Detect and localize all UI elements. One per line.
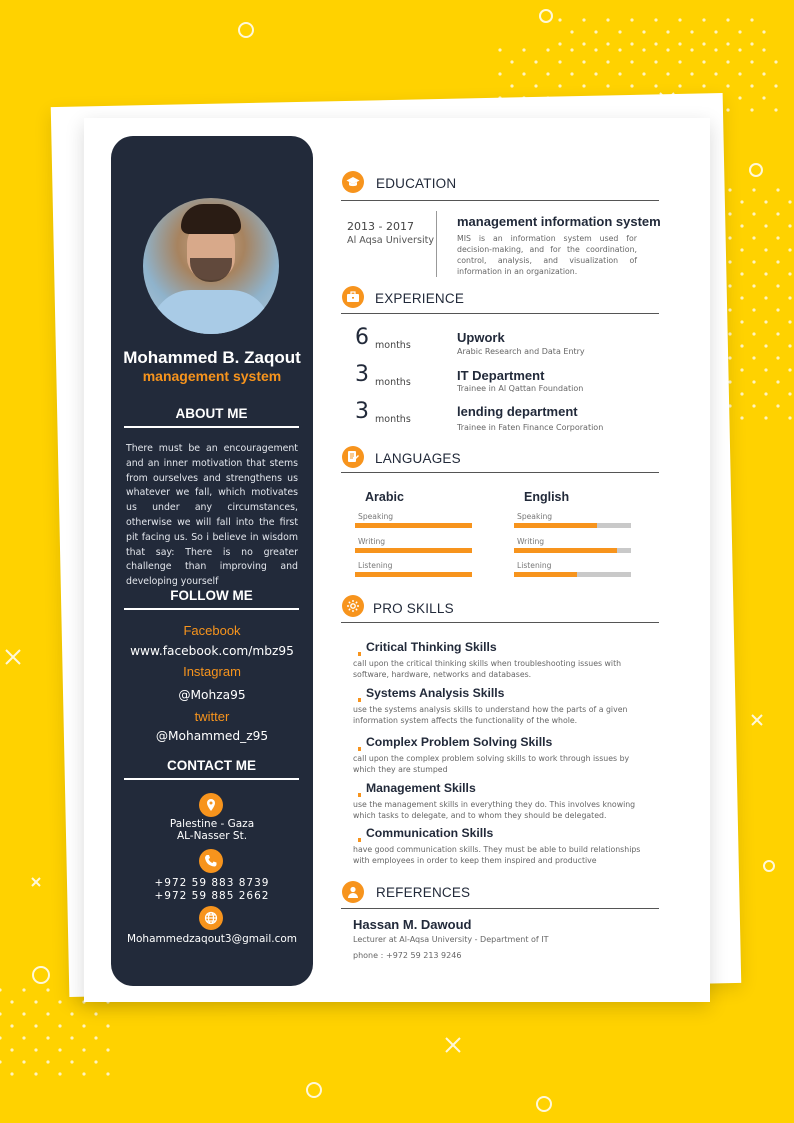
instagram-link[interactable]: @Mohza95 bbox=[178, 688, 246, 702]
language-skill-label: Writing bbox=[517, 537, 545, 546]
reference-phone-label: phone : bbox=[353, 951, 384, 960]
facebook-label: Facebook bbox=[183, 623, 241, 638]
skills-rule bbox=[341, 622, 659, 623]
language-skill-label: Speaking bbox=[358, 512, 394, 521]
skill-bullet bbox=[358, 838, 361, 842]
graduation-cap-icon bbox=[342, 171, 364, 193]
reference-position: Lecturer at Al-Aqsa University - Department of IT bbox=[353, 935, 549, 944]
skill-bullet bbox=[358, 793, 361, 797]
skills-heading: PRO SKILLS bbox=[373, 601, 454, 616]
skill-name: Complex Problem Solving Skills bbox=[366, 735, 553, 749]
skill-name: Critical Thinking Skills bbox=[366, 640, 497, 654]
skill-bullet bbox=[358, 652, 361, 656]
skill-name: Communication Skills bbox=[366, 826, 494, 840]
language-skill-label: Listening bbox=[358, 561, 393, 570]
briefcase-icon bbox=[342, 286, 364, 308]
language-skill-bar-fill bbox=[355, 572, 472, 577]
experience-duration-number: 3 bbox=[355, 399, 369, 424]
twitter-label: twitter bbox=[194, 709, 230, 724]
person-icon bbox=[342, 881, 364, 903]
about-heading: ABOUT ME bbox=[124, 406, 299, 428]
reference-name: Hassan M. Dawoud bbox=[353, 917, 472, 932]
experience-duration-number: 6 bbox=[355, 325, 369, 350]
languages-heading: LANGUAGES bbox=[375, 451, 461, 466]
skill-description: call upon the complex problem solving skills to work through issues by which they are stumped bbox=[353, 754, 630, 775]
experience-duration-unit: months bbox=[375, 377, 411, 388]
references-heading: REFERENCES bbox=[376, 885, 471, 900]
experience-duration-unit: months bbox=[375, 414, 411, 425]
education-years: 2013 - 2017 bbox=[347, 220, 414, 233]
twitter-link[interactable]: @Mohammed_z95 bbox=[155, 729, 269, 743]
education-degree: management information system bbox=[457, 214, 661, 229]
experience-desc: Trainee in Faten Finance Corporation bbox=[457, 423, 604, 432]
reference-phone[interactable]: +972 59 213 9246 bbox=[386, 951, 462, 960]
skill-name: Systems Analysis Skills bbox=[366, 686, 505, 700]
experience-org: lending department bbox=[457, 404, 578, 419]
languages-rule bbox=[341, 472, 659, 473]
skill-description: use the systems analysis skills to understand how the parts of a given information system affects the functionality of the whole. bbox=[353, 705, 628, 726]
email-link[interactable]: Mohammedzaqout3@gmail.com bbox=[126, 933, 298, 945]
sidebar bbox=[111, 136, 313, 986]
references-rule bbox=[341, 908, 659, 909]
language-skill-bar bbox=[514, 572, 631, 577]
language-skill-bar-fill bbox=[355, 523, 472, 528]
skill-name: Management Skills bbox=[366, 781, 476, 795]
language-skill-label: Writing bbox=[358, 537, 386, 546]
skill-description: have good communication skills. They must be able to build relationships with employees in order to keep them inspired and productive bbox=[353, 845, 641, 866]
education-rule bbox=[341, 200, 659, 201]
profile-photo bbox=[143, 198, 279, 334]
location-icon bbox=[199, 793, 223, 817]
phone-2[interactable]: +972 59 885 2662 bbox=[154, 890, 270, 902]
language-skill-bar-fill bbox=[355, 548, 472, 553]
experience-rule bbox=[341, 313, 659, 314]
language-skill-bar bbox=[355, 523, 472, 528]
address-line1: Palestine - Gaza bbox=[169, 818, 255, 830]
profile-name: Mohammed B. Zaqout bbox=[123, 348, 301, 367]
experience-desc: Arabic Research and Data Entry bbox=[457, 347, 585, 356]
experience-desc: Trainee in Al Qattan Foundation bbox=[457, 384, 584, 393]
address-line2: AL-Nasser St. bbox=[176, 830, 248, 842]
language-skill-bar-fill bbox=[514, 523, 597, 528]
skill-bullet bbox=[358, 747, 361, 751]
skill-description: call upon the critical thinking skills when troubleshooting issues with software, hardware, networks and databases. bbox=[353, 659, 622, 680]
language-skill-label: Speaking bbox=[517, 512, 553, 521]
language-skill-bar bbox=[355, 548, 472, 553]
education-school: Al Aqsa University bbox=[347, 235, 435, 246]
phone-icon bbox=[199, 849, 223, 873]
skill-bullet bbox=[358, 698, 361, 702]
education-heading: EDUCATION bbox=[376, 176, 457, 191]
language-skill-bar bbox=[514, 523, 631, 528]
education-divider bbox=[436, 211, 437, 277]
language-skill-bar bbox=[355, 572, 472, 577]
phone-1[interactable]: +972 59 883 8739 bbox=[154, 877, 270, 889]
facebook-link[interactable]: www.facebook.com/mbz95 bbox=[130, 644, 294, 658]
instagram-label: Instagram bbox=[183, 664, 241, 679]
document-pen-icon bbox=[342, 446, 364, 468]
contact-heading: CONTACT ME bbox=[124, 758, 299, 780]
skill-description: use the management skills in everything they do. This involves knowing which tasks to delegate, and to whom they should be delegated. bbox=[353, 800, 636, 821]
language-skill-label: Listening bbox=[517, 561, 552, 570]
language-name: Arabic bbox=[365, 490, 404, 504]
follow-heading: FOLLOW ME bbox=[124, 588, 299, 610]
experience-org: IT Department bbox=[457, 368, 545, 383]
experience-heading: EXPERIENCE bbox=[375, 291, 465, 306]
language-skill-bar-fill bbox=[514, 572, 577, 577]
about-text: There must be an encouragement and an inner motivation that stems from ourselves and strengthens us whatever we fall, which motivates us under any circumstances, otherwise we will fall into the first pit facing us. So i believe in wisdom that say: There is no greater challenge than improving and developing yourself bbox=[126, 443, 298, 588]
profile-role: management system bbox=[142, 368, 282, 384]
experience-duration-unit: months bbox=[375, 340, 411, 351]
experience-org: Upwork bbox=[457, 330, 505, 345]
gear-icon bbox=[342, 595, 364, 617]
language-skill-bar-fill bbox=[514, 548, 617, 553]
language-name: English bbox=[524, 490, 570, 504]
experience-duration-number: 3 bbox=[355, 362, 369, 387]
globe-icon bbox=[199, 906, 223, 930]
language-skill-bar bbox=[514, 548, 631, 553]
education-description: MIS is an information system used for decision-making, and for the coordination, control, analysis, and visualization of information in an organization. bbox=[457, 234, 637, 276]
